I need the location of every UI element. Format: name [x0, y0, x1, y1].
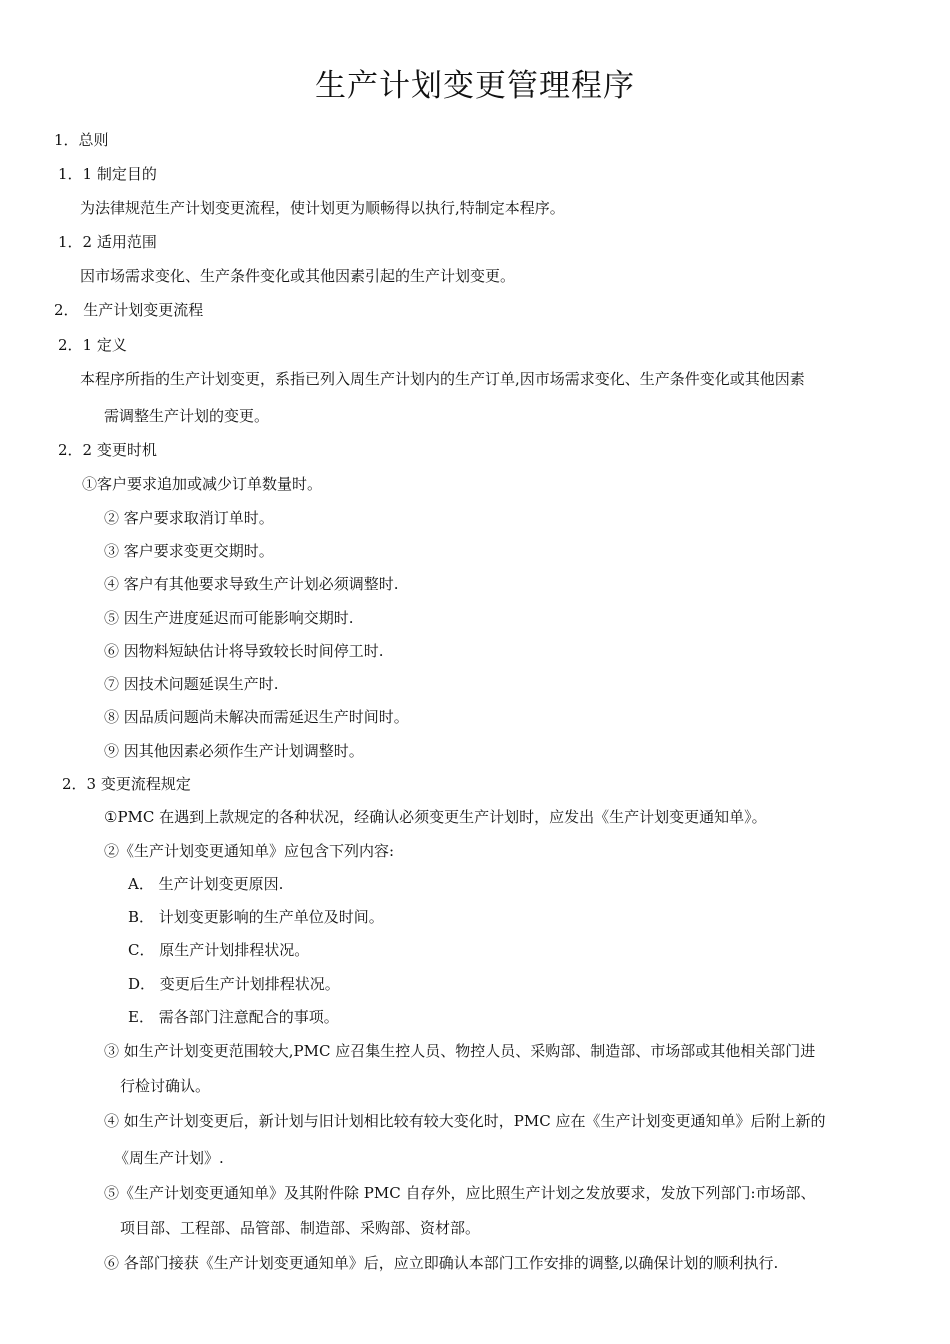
rule-2-item: C． 原生产计划排程状况。 — [128, 941, 310, 959]
rule-2-item: E． 需各部门注意配合的事项。 — [128, 1008, 339, 1026]
timing-item: ①客户要求追加或减少订单数量时。 — [82, 475, 323, 493]
section-1-1-text: 为法律规范生产计划变更流程，使计划更为顺畅得以执行,特制定本程序。 — [80, 199, 565, 217]
timing-item: ③ 客户要求变更交期时。 — [104, 542, 274, 560]
rule-2-item: D． 变更后生产计划排程状况。 — [128, 975, 340, 993]
section-2-3-heading: 2．3 变更流程规定 — [62, 775, 191, 793]
timing-item: ④ 客户有其他要求导致生产计划必须调整时. — [104, 575, 399, 593]
rule-3-line-2: 行检讨确认。 — [120, 1077, 211, 1095]
document-title: 生产计划变更管理程序 — [315, 68, 635, 104]
section-2-1-heading: 2．1 定义 — [58, 336, 127, 354]
section-1-1-heading: 1．1 制定目的 — [58, 165, 157, 183]
rule-2-item: B． 计划变更影响的生产单位及时间。 — [128, 908, 384, 926]
timing-item: ⑤ 因生产进度延迟而可能影响交期时. — [104, 609, 354, 627]
rule-4-line-1: ④ 如生产计划变更后，新计划与旧计划相比较有较大变化时，PMC 应在《生产计划变更通知单》后附上新的 — [104, 1112, 826, 1130]
section-2-heading: 2． 生产计划变更流程 — [54, 301, 204, 319]
timing-item: ⑧ 因品质问题尚未解决而需延迟生产时间时。 — [104, 708, 409, 726]
timing-item: ② 客户要求取消订单时。 — [104, 509, 274, 527]
timing-item: ⑥ 因物料短缺估计将导致较长时间停工时. — [104, 642, 384, 660]
section-2-1-text-line-2: 需调整生产计划的变更。 — [104, 407, 270, 425]
section-2-2-heading: 2．2 变更时机 — [58, 441, 157, 459]
rule-1: ①PMC 在遇到上款规定的各种状况，经确认必须变更生产计划时，应发出《生产计划变更通知单》。 — [104, 808, 767, 826]
section-1-2-text: 因市场需求变化、生产条件变化或其他因素引起的生产计划变更。 — [80, 267, 516, 285]
rule-6: ⑥ 各部门接获《生产计划变更通知单》后，应立即确认本部门工作安排的调整,以确保计划的顺利执行. — [104, 1254, 779, 1272]
rule-2: ②《生产计划变更通知单》应包含下列内容: — [104, 842, 395, 860]
rule-5-line-1: ⑤《生产计划变更通知单》及其附件除 PMC 自存外，应比照生产计划之发放要求，发放下列部门:市场部、 — [104, 1184, 816, 1202]
rule-4-line-2: 《周生产计划》. — [114, 1149, 224, 1167]
timing-item: ⑨ 因其他因素必须作生产计划调整时。 — [104, 742, 364, 760]
rule-2-item: A． 生产计划变更原因. — [128, 875, 284, 893]
section-1-heading: 1．总则 — [54, 131, 109, 149]
section-2-1-text-line-1: 本程序所指的生产计划变更，系指已列入周生产计划内的生产订单,因市场需求变化、生产条件变化或其他因素 — [80, 370, 805, 388]
rule-3-line-1: ③ 如生产计划变更范围较大,PMC 应召集生控人员、物控人员、采购部、制造部、市场部或其他相关部门进 — [104, 1042, 816, 1060]
rule-5-line-2: 项目部、工程部、品管部、制造部、采购部、资材部。 — [120, 1219, 481, 1237]
section-1-2-heading: 1．2 适用范围 — [58, 233, 157, 251]
timing-item: ⑦ 因技术问题延误生产时. — [104, 675, 279, 693]
